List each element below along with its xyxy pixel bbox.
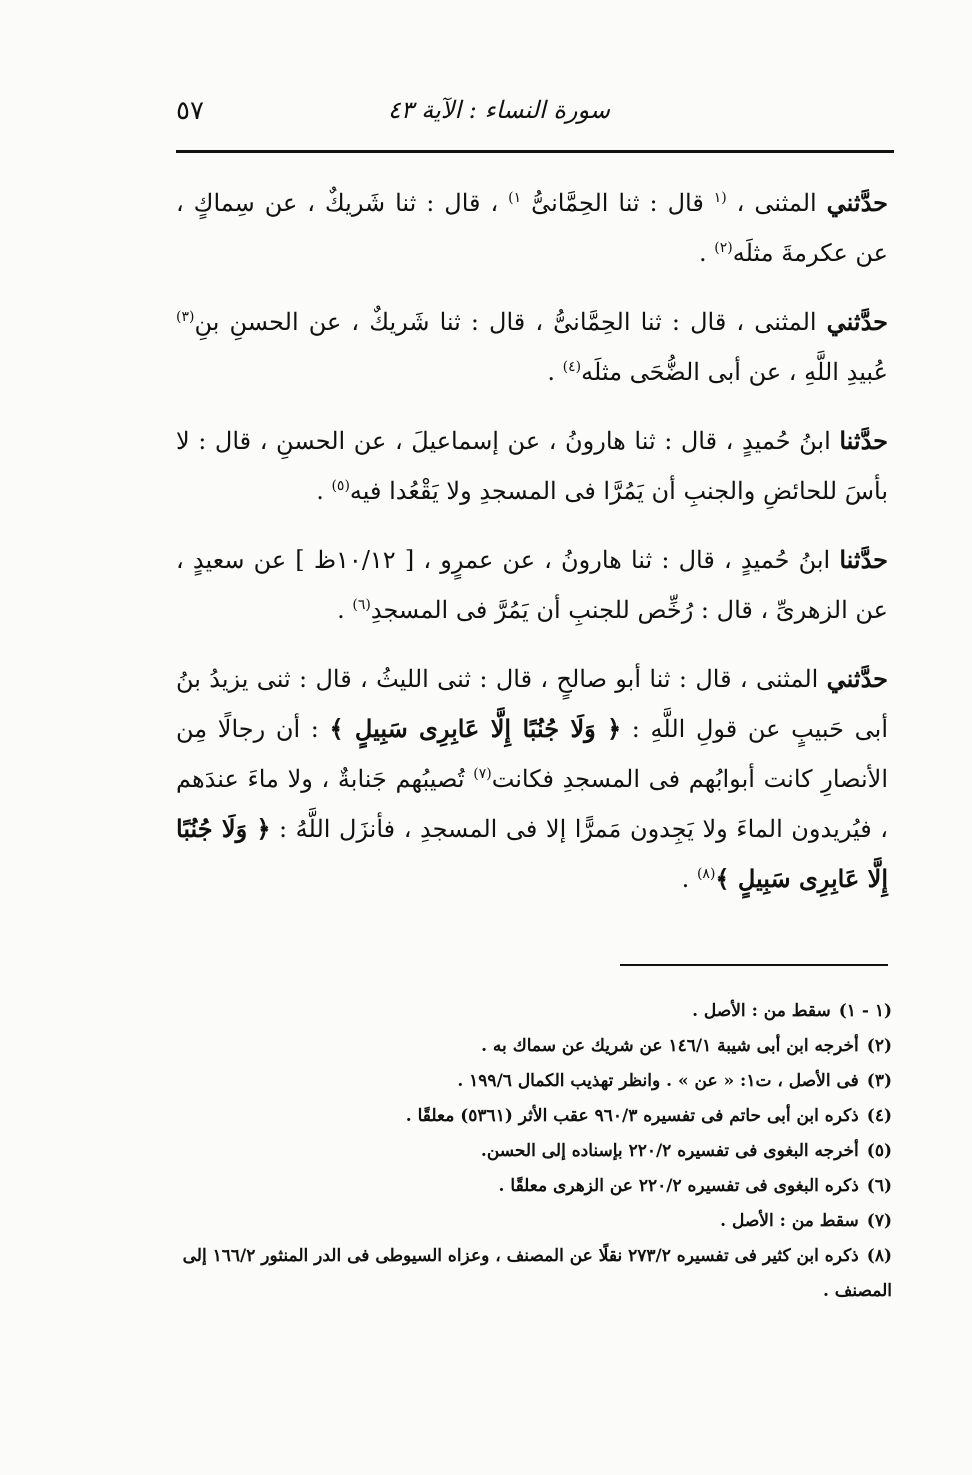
text-run: قال : ثنا الحِمَّانىُّ [521, 189, 714, 217]
hadith-paragraph [176, 535, 888, 635]
footnote-text: ذكره ابن كثير فى تفسيره ٢٧٣/٢ نقلًا عن المصنف ، وعزاه السيوطى فى الدر المنثور ١٦٦/٢ إلى المصنف . [182, 1246, 892, 1301]
text-run: . [698, 239, 715, 267]
text-run: . [316, 477, 332, 505]
narration-lead: حدَّثني [826, 188, 888, 217]
text-run: المثنى ، قال : ثنا الحِمَّانىُّ ، قال : ثنا شَريكٌ ، عن الحسنِ بنِ [194, 308, 827, 336]
text-run: . [681, 865, 697, 893]
text-run: المثنى ، [726, 189, 827, 217]
footnote-text: سقط من : الأصل . [692, 1001, 831, 1021]
footnote-number: (٦) [866, 1176, 892, 1196]
footnote-number: (٢) [866, 1036, 892, 1056]
footnote [176, 1204, 892, 1239]
footnote-number: (٥) [866, 1141, 892, 1161]
text-run: . [337, 596, 353, 624]
text-run: المثنى ، قال : ثنا أبو صالحٍ ، قال : ثنى الليثُ ، قال : ثنى يزيدُ بنُ أبى حَبيبٍ عن قولِ اللَّهِ : [176, 665, 889, 743]
running-title: سورة النساء : الآية ٤٣ [387, 96, 610, 124]
footnote-marker: (٨) [696, 866, 716, 882]
text-run: ابنُ حُميدٍ ، قال : ثنا هارونُ ، عن إسماعيلَ ، عن الحسنِ ، قال : لا بأسَ للحائضِ والجنبِ أن يَمُرَّا فى المسجدِ ولا يَقْعُدا فيه [176, 427, 888, 505]
footnote-text: فى الأصل ، ت١: « عن » . وانظر تهذيب الكمال ١٩٩/٦ . [457, 1071, 859, 1091]
hadith-paragraph [176, 297, 888, 397]
footnote-number: (٣) [866, 1071, 892, 1091]
footnote-text: أخرجه البغوى فى تفسيره ٢٢٠/٢ بإسناده إلى الحسن. [480, 1141, 859, 1161]
footnote-text: ذكره ابن أبى حاتم فى تفسيره ٩٦٠/٣ عقب الأثر (٥٣٦١) معلقًا . [405, 1106, 859, 1126]
footnote-text: أخرجه ابن أبى شيبة ١٤٦/١ عن شريك عن سماك به . [481, 1036, 859, 1056]
narration-lead: حدَّثنا [839, 545, 889, 574]
main-text [176, 178, 888, 923]
quran-quote: ﴿ وَلَا جُنُبًا إِلَّا عَابِرِى سَبِيلٍ ﴾ [176, 814, 888, 893]
footnote-marker: (٥) [331, 478, 350, 494]
header-rule [176, 150, 894, 153]
footnote [176, 1064, 892, 1099]
footnote-marker: (٦) [352, 597, 371, 613]
footnote-separator [620, 964, 888, 966]
text-run: . [547, 358, 563, 386]
page-header [176, 96, 890, 136]
footnote [176, 994, 892, 1029]
footnote-number: (٤) [866, 1106, 892, 1126]
footnotes [176, 994, 892, 1309]
footnote-marker: (٧) [473, 766, 492, 782]
page-number: ٥٧ [176, 96, 204, 126]
narration-lead: حدَّثنا [839, 426, 888, 455]
text-run: : أن رجالًا مِن الأنصارِ كانت أبوابُهم فى المسجدِ فكانت [176, 715, 888, 793]
narration-lead: حدَّثني [826, 307, 888, 336]
footnote [176, 1169, 892, 1204]
footnote-number: (١ - ١) [838, 1001, 892, 1021]
quran-quote: ﴿ وَلَا جُنُبًا إِلَّا عَابِرِى سَبِيلٍ ﴾ [329, 714, 622, 743]
footnote [176, 1029, 892, 1064]
footnote-number: (٧) [866, 1211, 892, 1231]
text-run: ، قال : ثنا شَريكٌ ، عن سِماكٍ ، عن عكرمةَ مثلَه [176, 189, 888, 267]
hadith-paragraph [176, 416, 888, 516]
hadith-paragraph [176, 654, 888, 904]
hadith-paragraph [176, 178, 888, 278]
footnote-marker: (٤) [562, 359, 582, 375]
footnote-marker: (١ [713, 190, 727, 206]
footnote-number: (٨) [866, 1246, 892, 1266]
footnote [176, 1239, 892, 1309]
footnote-marker: ١) [508, 190, 522, 206]
footnote-text: سقط من : الأصل . [720, 1211, 859, 1231]
footnote-marker: (٢) [714, 240, 733, 256]
text-run: ابنُ حُميدٍ ، قال : ثنا هارونُ ، عن عمرٍو ، [ ١٠/١٢ظ ] عن سعيدٍ ، عن الزهرىِّ ، قال : رُخِّص للجنبِ أن يَمُرَّ فى المسجدِ [176, 546, 888, 624]
footnote [176, 1134, 892, 1169]
text-run: عُبيدِ اللَّهِ ، عن أبى الضُّحَى مثلَه [581, 358, 888, 386]
footnote-marker: (٣) [176, 309, 195, 325]
footnote [176, 1099, 892, 1134]
footnote-text: ذكره البغوى فى تفسيره ٢٢٠/٢ عن الزهرى معلقًا . [498, 1176, 859, 1196]
narration-lead: حدَّثني [826, 664, 888, 693]
text-run: تُصيبُهم جَنابةٌ ، ولا ماءَ عندَهم ، فيُريدون الماءَ ولا يَجِدون مَمرًّا إلا فى المسجدِ ، فأنزَل اللَّهُ : [176, 765, 889, 843]
